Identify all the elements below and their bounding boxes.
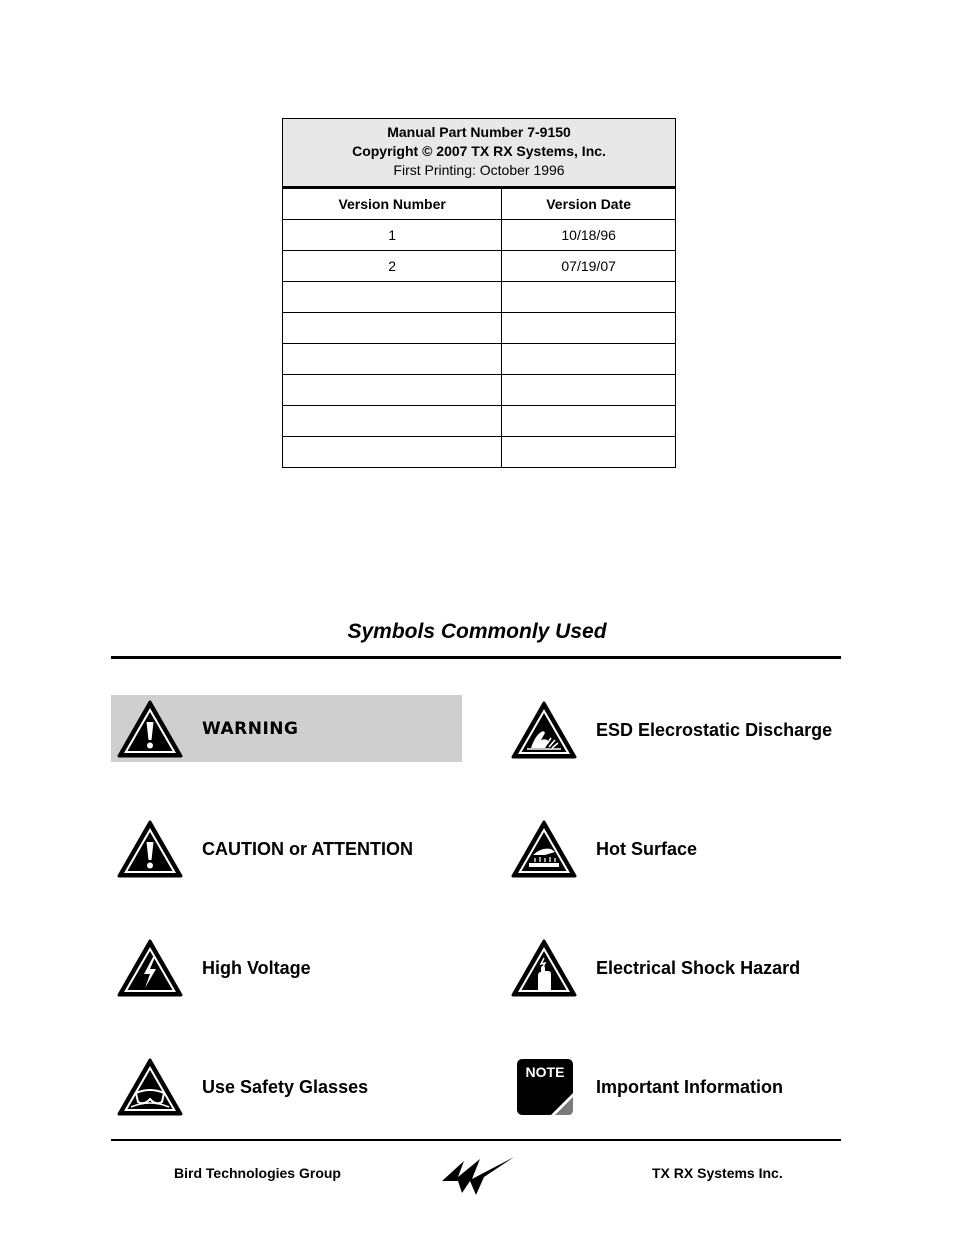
- version-table: [282, 118, 676, 468]
- esd-icon: [511, 700, 577, 760]
- table-row: [283, 406, 676, 437]
- version-date-cell: [502, 437, 676, 468]
- version-date-cell: [502, 313, 676, 344]
- symbol-safety-glasses: [117, 1055, 369, 1119]
- version-date-cell: [502, 406, 676, 437]
- version-number-cell: [283, 313, 502, 344]
- symbols-section-title: Symbols Commonly Used: [347, 620, 607, 643]
- table-row: [283, 344, 676, 375]
- symbol-label-shock-hazard: Electrical Shock Hazard: [596, 957, 801, 978]
- manual-part-number: Manual Part Number 7-9150: [387, 124, 571, 140]
- table-row: [283, 251, 676, 282]
- caution-exclamation-icon: [117, 819, 183, 879]
- symbol-label-note: Important Information: [596, 1076, 783, 1097]
- high-voltage-icon: [117, 938, 183, 998]
- symbol-label-esd: ESD Elecrostatic Discharge: [596, 719, 833, 740]
- table-row: [283, 375, 676, 406]
- version-number-cell: [283, 437, 502, 468]
- symbol-warning: [117, 697, 299, 761]
- version-date-cell: 10/18/96: [502, 220, 676, 251]
- note-icon: [511, 1057, 577, 1117]
- version-number-cell: [283, 406, 502, 437]
- version-number-cell: 2: [283, 251, 502, 282]
- version-number-cell: 1: [283, 220, 502, 251]
- warning-exclamation-icon: [117, 699, 183, 759]
- hot-surface-icon: [511, 819, 577, 879]
- first-printing-line: First Printing: October 1996: [393, 162, 565, 178]
- table-row: [283, 282, 676, 313]
- symbol-esd: [511, 698, 833, 762]
- version-number-cell: [283, 282, 502, 313]
- copyright-line: Copyright © 2007 TX RX Systems, Inc.: [352, 143, 606, 159]
- symbol-label-caution: CAUTION or ATTENTION: [202, 838, 413, 859]
- footer-company-left: Bird Technologies Group: [174, 1165, 341, 1181]
- table-row: [283, 437, 676, 468]
- safety-glasses-icon: [117, 1057, 183, 1117]
- version-date-cell: [502, 282, 676, 313]
- symbol-label-high-voltage: High Voltage: [202, 957, 311, 978]
- symbol-shock-hazard: [511, 936, 801, 1000]
- symbol-label-hot-surface: Hot Surface: [596, 838, 698, 859]
- bird-logo-icon: [440, 1155, 516, 1197]
- version-date-header: Version Date: [502, 188, 676, 220]
- version-number-header: Version Number: [283, 188, 502, 220]
- footer-divider: [111, 1139, 841, 1141]
- table-row: [283, 220, 676, 251]
- symbol-label-warning: WARNING: [202, 719, 299, 739]
- symbol-high-voltage: [117, 936, 311, 1000]
- note-badge-text: NOTE: [525, 1064, 565, 1080]
- version-date-cell: [502, 375, 676, 406]
- section-divider: [111, 656, 841, 659]
- table-row: [283, 313, 676, 344]
- manual-info-header: [283, 119, 676, 188]
- version-number-cell: [283, 344, 502, 375]
- footer-company-right: TX RX Systems Inc.: [652, 1165, 783, 1181]
- symbol-caution: [117, 817, 413, 881]
- version-date-cell: [502, 344, 676, 375]
- version-number-cell: [283, 375, 502, 406]
- symbol-note: [511, 1055, 783, 1119]
- symbol-hot-surface: [511, 817, 698, 881]
- version-date-cell: 07/19/07: [502, 251, 676, 282]
- symbol-label-safety-glasses: Use Safety Glasses: [202, 1076, 369, 1097]
- shock-hazard-icon: [511, 938, 577, 998]
